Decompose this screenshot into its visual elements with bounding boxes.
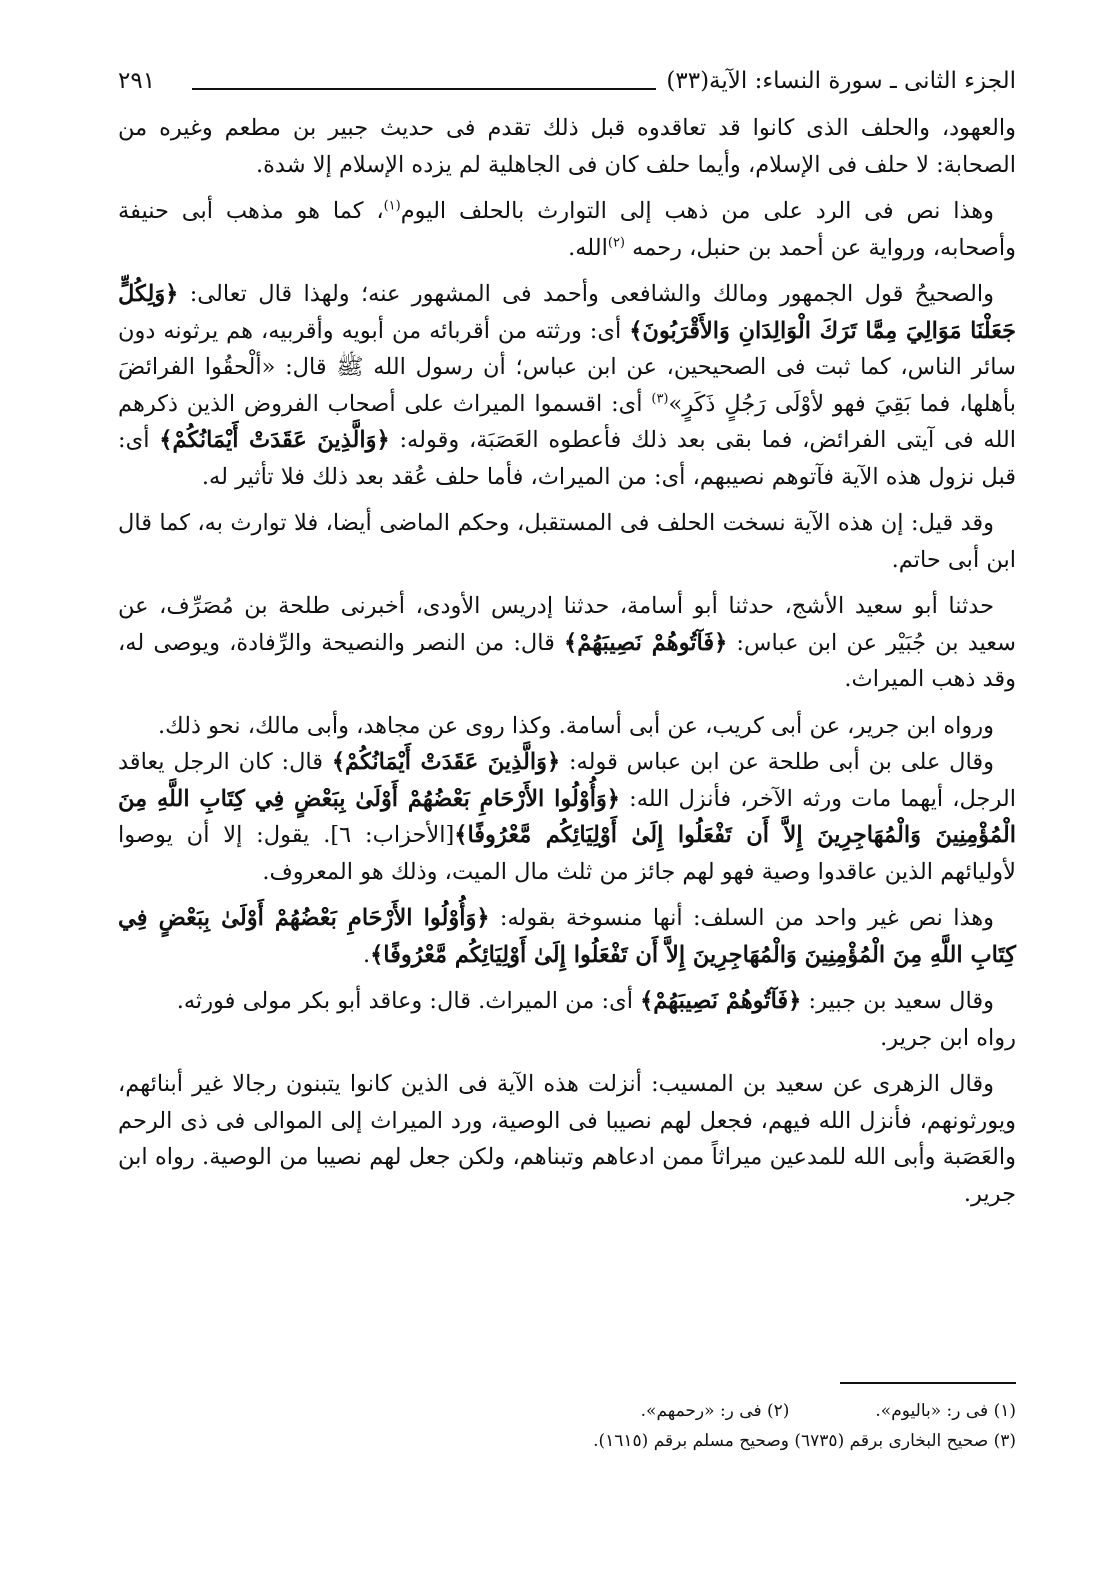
paragraph-text: قال: من النصر والنصيحة والرِّفادة، ويوصى له، وقد ذهب الميراث. (118, 629, 1016, 692)
quran-verse: ﴿وَأُوْلُوا الأَرْحَامِ بَعْضُهُمْ أَوْلَىٰ بِبَعْضٍ فِي كِتَابِ اللَّهِ مِنَ الْمُؤْمِنِينَ وَالْمُهَاجِرِينَ إِلاَّ أَن تَفْعَلُوا إِلَىٰ أَوْلِيَائِكُم مَّعْرُوفًا﴾ (118, 785, 1016, 848)
paragraph-text: قال: كان الرجل يعاقد الرجل، أيهما مات ورثه الآخر، فأنزل الله: (118, 749, 1016, 812)
paragraph-text: وهذا نص فى الرد على من ذهب إلى التوارث بالحلف اليوم (400, 198, 994, 224)
paragraph-2 (118, 193, 1016, 266)
quran-verse: ﴿فَآتُوهُمْ نَصِيبَهُمْ﴾ (640, 988, 802, 1014)
paragraph-text: أى: قبل نزول هذه الآية فآتوهم نصيبهم، أى: من الميراث، فأما حلف عُقد بعد ذلك فلا تأثير له. (118, 427, 1016, 490)
paragraph-text: أى: ورثته من أقربائه من أبويه وأقربيه، هم يرثونه دون سائر الناس، كما ثبت فى الصحيحين، عن ابن عباس؛ أن رسول الله ﷺ قال: «ألْحقُوا الفرائضَ بأهلها، فما بَقِيَ فهو لأوْلَى رَجُلٍ ذَكَرٍ» (118, 317, 1017, 417)
paragraph-text: الله. (568, 234, 608, 261)
paragraph-7 (118, 744, 1016, 890)
paragraph-text: وقال الزهرى عن سعيد بن المسيب: أنزلت هذه الآية فى الذين كانوا يتبنون رجالا غير أبنائهم، ويورثونهم، فأنزل الله فيهم، فجعل لهم نصيبا فى الوصية، ورد الميراث إلى الموالى فى ذى الرحم والعَصَبة وأبى الله للمدعين ميراثاً ممن ادعاهم وتبناهم، ولكن جعل لهم نصيبا من الوصية. رواه ابن جرير. (118, 1071, 1016, 1207)
paragraph-text: . (362, 941, 371, 968)
footnote-2: (٢) فى ر: «رحمهم». (640, 1401, 790, 1421)
footnote-1: (١) فى ر: «باليوم». (875, 1401, 1016, 1421)
paragraph-text: والعهود، والحلف الذى كانوا قد تعاقدوه قبل ذلك تقدم فى حديث جبير بن مطعم وغيره من الصحابة: لا حلف فى الإسلام، وأيما حلف كان فى الجاهلية لم يزده الإسلام إلا شدة. (118, 115, 1016, 178)
footnote-3: (٣) صحيح البخارى برقم (٦٧٣٥) وصحيح مسلم برقم (١٦١٥). (593, 1431, 1016, 1451)
footnote-ref-3[interactable]: (٣) (651, 391, 669, 406)
paragraph-text: حدثنا أبو سعيد الأشج، حدثنا أبو أسامة، حدثنا إدريس الأودى، أخبرنى طلحة بن مُصَرِّف، عن سعيد بن جُبَيْر عن ابن عباس: (118, 593, 1017, 656)
paragraph-text: أى: اقسموا الميراث على أصحاب الفروض الذين ذكرهم الله فى آيتى الفرائض، فما بقى بعد ذلك فأعطوه العَصَبَة، وقوله: (118, 390, 1017, 453)
document-page (118, 60, 1017, 1451)
paragraph-5 (118, 588, 1016, 698)
running-header (118, 60, 1016, 104)
footnote-row (118, 1396, 1016, 1426)
paragraph-text: ، كما هو مذهب أبى حنيفة وأصحابه، ورواية عن أحمد بن حنبل، رحمه (118, 198, 1016, 261)
quran-verse: ﴿فَآتُوهُمْ نَصِيبَهُمْ﴾ (564, 629, 728, 656)
paragraph-text: وقال سعيد بن جبير: (808, 988, 994, 1014)
footnote-ref-1[interactable]: (١) (383, 198, 401, 214)
paragraph-text: وقال على بن أبى طلحة عن ابن عباس قوله: (568, 749, 994, 775)
paragraph-6 (118, 708, 1016, 745)
paragraph-8 (118, 900, 1016, 973)
footnotes (118, 1396, 1016, 1456)
quran-verse: ﴿وَلِكُلٍّ جَعَلْنَا مَوَالِيَ مِمَّا تَرَكَ الْوَالِدَانِ وَالأَقْرَبُونَ﴾ (118, 281, 1016, 344)
paragraph-text: وقد قيل: إن هذه الآية نسخت الحلف فى المستقبل، وحكم الماضى أيضا، فلا توارث به، كما قال ابن أبى حاتم. (118, 510, 1016, 573)
paragraph-text: وهذا نص غير واحد من السلف: أنها منسوخة بقوله: (499, 905, 994, 931)
paragraph-9 (118, 983, 1016, 1056)
paragraph-3 (118, 276, 1016, 495)
paragraph-text: ورواه ابن جرير، عن أبى كريب، عن أبى أسامة. وكذا روى عن مجاهد، وأبى مالك، نحو ذلك. (157, 712, 994, 739)
quran-verse: ﴿وَالَّذِينَ عَقَدَتْ أَيْمَانُكُمْ﴾ (331, 749, 561, 775)
paragraph-4 (118, 505, 1016, 578)
page-number: ٢٩١ (118, 68, 156, 94)
quran-verse: ﴿وَالَّذِينَ عَقَدَتْ أَيْمَانُكُمْ﴾ (159, 427, 390, 453)
paragraph-10 (118, 1066, 1016, 1212)
footnote-ref-2[interactable]: (٢) (607, 235, 625, 250)
footnote-rule (840, 1382, 1016, 1384)
paragraph-text: أى: من الميراث. قال: وعاقد أبو بكر مولى فورثه. (176, 988, 633, 1014)
header-title: الجزء الثانى ـ سورة النساء: الآية(٣٣) (666, 68, 1016, 94)
paragraph-text: رواه ابن جرير. (880, 1024, 1016, 1051)
paragraph-text: [الأحزاب: ٦]. يقول: إلا أن يوصوا لأوليائهم الذين عاقدوا وصية فهو لهم جائز من ثلث مال الميت، وذلك هو المعروف. (118, 822, 1016, 885)
paragraph-1 (118, 110, 1016, 183)
quran-verse: ﴿وَأُوْلُوا الأَرْحَامِ بَعْضُهُمْ أَوْلَىٰ بِبَعْضٍ فِي كِتَابِ اللَّهِ مِنَ الْمُؤْمِنِينَ وَالْمُهَاجِرِينَ إِلاَّ أَن تَفْعَلُوا إِلَىٰ أَوْلِيَائِكُم مَّعْرُوفًا﴾ (118, 905, 1016, 968)
paragraph-text: والصحيحُ قول الجمهور ومالك والشافعى وأحمد فى المشهور عنه؛ ولهذا قال تعالى: (189, 281, 994, 307)
header-rule (192, 88, 656, 90)
body-text (118, 110, 1016, 1212)
